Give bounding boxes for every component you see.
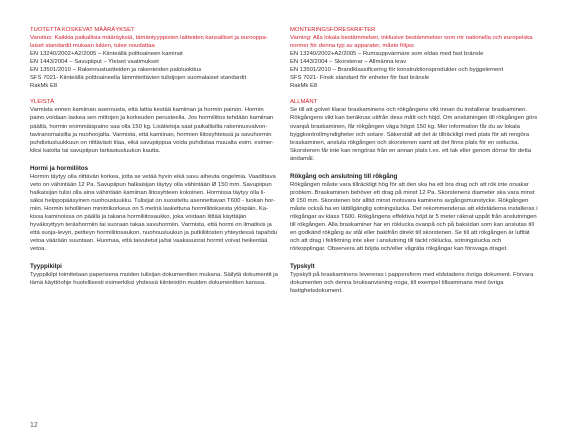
regulations-section-fi	[30, 26, 278, 90]
general-section-fi	[30, 98, 278, 154]
section-title-regulations-fi: TUOTETTA KOSKEVAT MÄÄRÄYKSET	[30, 27, 135, 33]
rating-plate-section-fi	[30, 263, 278, 287]
standard-item: EN 13240/2002+A2/2005 – Rumsuppvärmare som eldas med fast bränsle	[290, 51, 484, 58]
standard-item: SFS 7021- Kiinteällä polttoaineella lämmitettävien tulisijojen suomalaiset standardit	[30, 75, 247, 82]
general-text-fi: Varmista ennen kamiinan asennusta, että lattia kestää kamiinan ja hormin painon. Hormin paino voidaan laskea sen mittojen ja korkeuden perusteella. Jos hormiliitos tehdään kamiinan päältä, hormin enimmäispaino saa olla 150 kg. Lisätietoja saat paikallisilta rakennusvalvon-taviranomaisilta ja nuohoojalta. Varmista, että kamiinan, hormien liitosyhteissä ja savuhormin puhdistusluukkuun on riittävästi tilaa, eikä savupiippua voida puhdistaa muualta esim. esimer-kiksi katolta tai savupiipun tarkastusluukun kautta.	[30, 107, 274, 154]
chimney-section-fi	[30, 165, 278, 254]
warning-text-fi: Varoitus: Kaikkia paikallisia määräyksiä, tämäntyyppisten laitteiden kansalliset ja eurooppa-laiset standardit mukaan lukien, tulee noudattaa	[30, 35, 268, 50]
warning-text-sv: Varning: Alla lokala bestämmelser, inklusive bestämmelser som rör nationella och europeiska normer för denna typ av apparater, måste följas	[290, 35, 533, 50]
general-text-sv: Se till att golvet klarar braskaminens och rökgångens vikt innan du installerar braskaminen. Rökgångens vikt kan beräknas utifrån dess mått och höjd. Om anslutningen till rökgången görs ovanpå braskaminen, får rökgången väga högst 150 kg. Mer information får du av lokala byggkontrollmyndigheter och sotare. Säkerställ att det är tillräckligt med plats för att rengöra braskaminen, ansluta rökgången och skorstenen samt att det finns plats för en sotlucka. Skorstenen får inte kan rengöras från en annan plats t.ex. ett tak eller genom dörrar för detta ändamål.	[290, 107, 538, 162]
standard-item: RakMk E8	[290, 83, 318, 90]
standard-item: RakMk E8	[30, 83, 58, 90]
section-title-regulations-sv: MONTERINGSFÖRESKRIFTER	[290, 27, 376, 33]
standard-item: SFS 7021- Finsk standard för enheter för fast bränsle	[290, 75, 430, 82]
rating-plate-section-sv	[290, 263, 538, 295]
regulations-section-sv	[290, 26, 538, 90]
section-title-rating-plate-sv: Typskylt	[290, 263, 315, 271]
section-title-general-fi: YLEISTÄ	[30, 99, 55, 106]
finnish-column	[30, 26, 278, 287]
section-title-general-sv: ALLMÄNT	[290, 99, 318, 106]
rating-plate-text-sv: Typskylt på braskaminens levereras i pappersform med eldstadens övriga dokument. Förvara dokumenten och denna bruksanvisning noga, till exempel tillsammans med övriga fastighetsdokument.	[290, 272, 534, 295]
standard-item: EN 13501/2010 – Rakennustuotteiden ja rakenteiden paloluokitus	[30, 67, 202, 74]
standard-item: EN 13501/2010 – Brandklassificering för konstruktionsprodukter och byggelement	[290, 67, 504, 74]
rating-plate-text-fi: Tyyppikilpi toimitetaan paperisena muiden tulisijan dokumenttien mukana. Säilytä dokumentit ja tämä käyttöohje huolellisesti esimerkiksi yhdessä kiinteistön muiden dokumenttien kanssa.	[30, 272, 278, 287]
swedish-column	[290, 26, 538, 295]
chimney-text-sv: Rökgången måste vara tillräckligt hög för att den ska ha ett bra drag och att rök inte orsakar problem. Braskaminen behöver ett drag på minst 12 Pa. Skorstenens diameter ska vara minst Ø 150 mm. Skorstenen bör alltid minst motsvara kaminens avgångsmunstycke. Rökgången måste också ha en lättillgänglig sotningslucka. Det rekommenderas att eldstäderna installeras i rökgångar av klass T600. Rökgångens effektiva höjd är 5 meter räknat uppåt från anslutningen till rökgången. Alla braskaminer har en röklucka ovanpå och på baksidan som kan anslutas till en godkänd rökgång av stål eller bakifrån direkt till skorstenen. Se till att rökgången är lufttät och att drag i felriktning inte sker i anslutning till täckt röklucka, sotningslucka och rörkopplingar. Observera att böjda och/eller vågräta rökgångar kan försvaga draget.	[290, 181, 538, 253]
page-number: 12	[30, 422, 38, 429]
chimney-text-fi: Hormin täytyy olla riittävän korkea, jotta se vetää hyvin eikä savu aiheuta ongelmia. Vaadittava veto on vähintään 12 Pa. Savupiipun halkaisijan täytyy olla vähintään Ø 150 mm. Savupiipun halkaisijan tulisi olla aina vähintään kamiinan liitosyhteen kokoinen. Hormissa täytyy olla li-säksi helppopääsyinen nuohousluukku. Tulisijat on suositeltu asennettavan T600 - luokan hor-miin. Hormin teholliinen minimikorkeus on 5 metriä laskettuna hormiliitoksesta ylöspäin. Ka-kissa kaminoissa on päällä ja takana hormiliitosaukko, joka voidaan liittää käyttäjän hyväksyttyyn teräshormiin tai suoraan takaa savuhormiin. Varmista, että hormi on ilmatiivis ja että suoja-levyn, peitteyn hormiliitosaukon, nuohousluukun ja putkiliitosten yhteydessä tapahdu vetoa väärään suuntaan. Huomaa, että taivutetut ja/tai vaakasuorat hormit voivat heikentää vetoa.	[30, 173, 278, 253]
standard-item: EN 1443/2004 – Savupiiput – Yleiset vaatimukset	[30, 59, 159, 66]
standard-item: EN 13240/2002+A2/2005 – Kiinteällä polttoaineen kaminat	[30, 51, 183, 58]
section-title-rating-plate-fi: Tyyppikilpi	[30, 263, 62, 271]
section-title-chimney-fi: Hormi ja hormiliitos	[30, 164, 89, 172]
section-title-chimney-sv: Rökgång och anslutning till rökgång	[290, 172, 398, 180]
chimney-section-sv	[290, 173, 538, 253]
standard-item: EN 1443/2004 – Skorstenar – Allmänna krav	[290, 59, 407, 66]
general-section-sv	[290, 98, 538, 162]
